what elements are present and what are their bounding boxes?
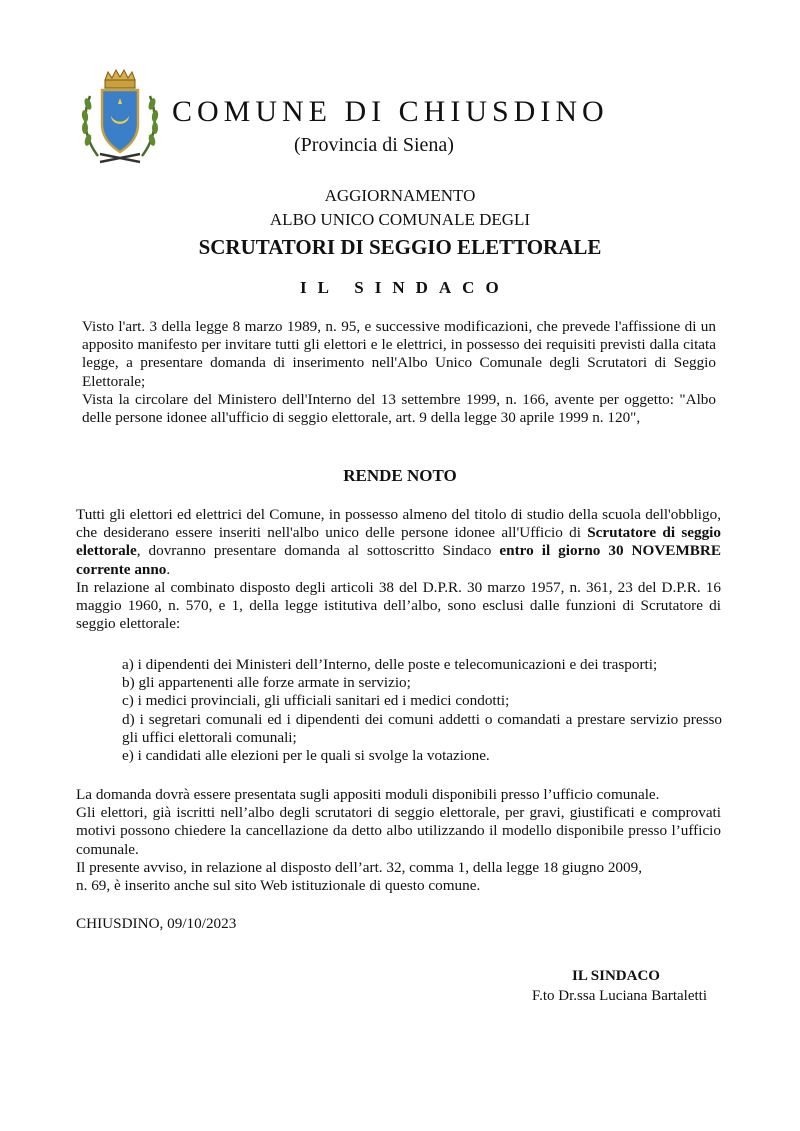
list-item: a) i dipendenti dei Ministeri dell’Interno, delle poste e telecomunicazioni e dei trasporti; <box>122 656 658 673</box>
preamble-visto-2: Vista la circolare del Ministero dell'Interno del 13 settembre 1999, n. 166, avente per oggetto: "Albo delle persone idonee all'ufficio di seggio elettorale, art. 9 della legge 30 aprile 1999 n. 120", <box>82 390 716 427</box>
heading-main-title: SCRUTATORI DI SEGGIO ELETTORALE <box>198 235 602 259</box>
rende-noto-heading: RENDE NOTO <box>343 466 457 485</box>
closing-paragraph-1: La domanda dovrà essere presentata sugli appositi moduli disponibili presso l’ufficio comunale. <box>76 786 660 803</box>
closing-paragraph-3a: Il presente avviso, in relazione al disposto dell’art. 32, comma 1, della legge 18 giugno 2009, <box>76 858 643 876</box>
municipality-name: COMUNE DI CHIUSDINO <box>172 95 609 128</box>
signature-name: F.to Dr.ssa Luciana Bartaletti <box>532 988 708 1004</box>
body-text-run: , dovranno presentare domanda al sottoscritto Sindaco <box>136 542 500 560</box>
il-sindaco-heading: IL SINDACO <box>300 278 510 297</box>
closing-text <box>76 786 721 895</box>
signature-role: IL SINDACO <box>572 968 660 984</box>
list-item: b) gli appartenenti alle forze armate in servizio; <box>122 674 411 692</box>
body-text <box>76 506 721 633</box>
list-item: e) i candidati alle elezioni per le quali si svolge la votazione. <box>122 747 490 765</box>
bold-deadline: entro il giorno 30 NOVEMBRE corrente anno <box>76 542 722 578</box>
preamble <box>82 318 716 427</box>
province-name: (Provincia di Siena) <box>294 134 454 156</box>
preamble-visto-1: Visto l'art. 3 della legge 8 marzo 1989, n. 95, e successive modificazioni, che prevede l'affissione di un apposito manifesto per invitare tutti gli elettori e le elettrici, in possesso dei requisiti previsti dalla citata legge, a presentare domanda di inserimento nell'Albo Unico Comunale degli Scrutatori di Seggio Elettorale; <box>82 318 716 390</box>
list-item: d) i segretari comunali ed i dipendenti dei comuni addetti o comandati a prestare servizio presso gli uffici elettorali comunali; <box>122 710 722 746</box>
date-line: CHIUSDINO, 09/10/2023 <box>76 915 237 932</box>
bold-scrutatore: Scrutatore di seggio elettorale <box>76 524 721 560</box>
closing-paragraph-3b: n. 69, è inserito anche sul sito Web istituzionale di questo comune. <box>76 877 481 895</box>
body-text-run: Tutti gli elettori ed elettrici del Comune, in possesso almeno del titolo di studio della scuola dell'obbligo, che desiderano essere inseriti nell'albo unico delle persone idonee all'Ufficio di <box>76 506 721 542</box>
exclusions-list <box>122 656 722 765</box>
list-item: c) i medici provinciali, gli ufficiali sanitari ed i medici condotti; <box>122 692 510 710</box>
heading-line-1: AGGIORNAMENTO <box>324 186 476 205</box>
heading-line-2: ALBO UNICO COMUNALE DEGLI <box>269 210 531 229</box>
coat-of-arms-icon <box>78 68 162 164</box>
body-paragraph-2: In relazione al combinato disposto degli articoli 38 del D.P.R. 30 marzo 1957, n. 361, 23 del D.P.R. 16 maggio 1960, n. 570, e 1, della legge istitutiva dell’albo, sono esclusi dalle funzioni di Scrutatore di seggio elettorale: <box>76 578 721 633</box>
body-text-run: . <box>166 560 171 578</box>
body-paragraph-1 <box>76 506 721 579</box>
closing-paragraph-2: Gli elettori, già iscritti nell’albo degli scrutatori di seggio elettorale, per gravi, giustificati e comprovati motivi possono chiedere la cancellazione da detto albo utilizzando il modello disponibile presso l’ufficio comunale. <box>76 804 721 858</box>
